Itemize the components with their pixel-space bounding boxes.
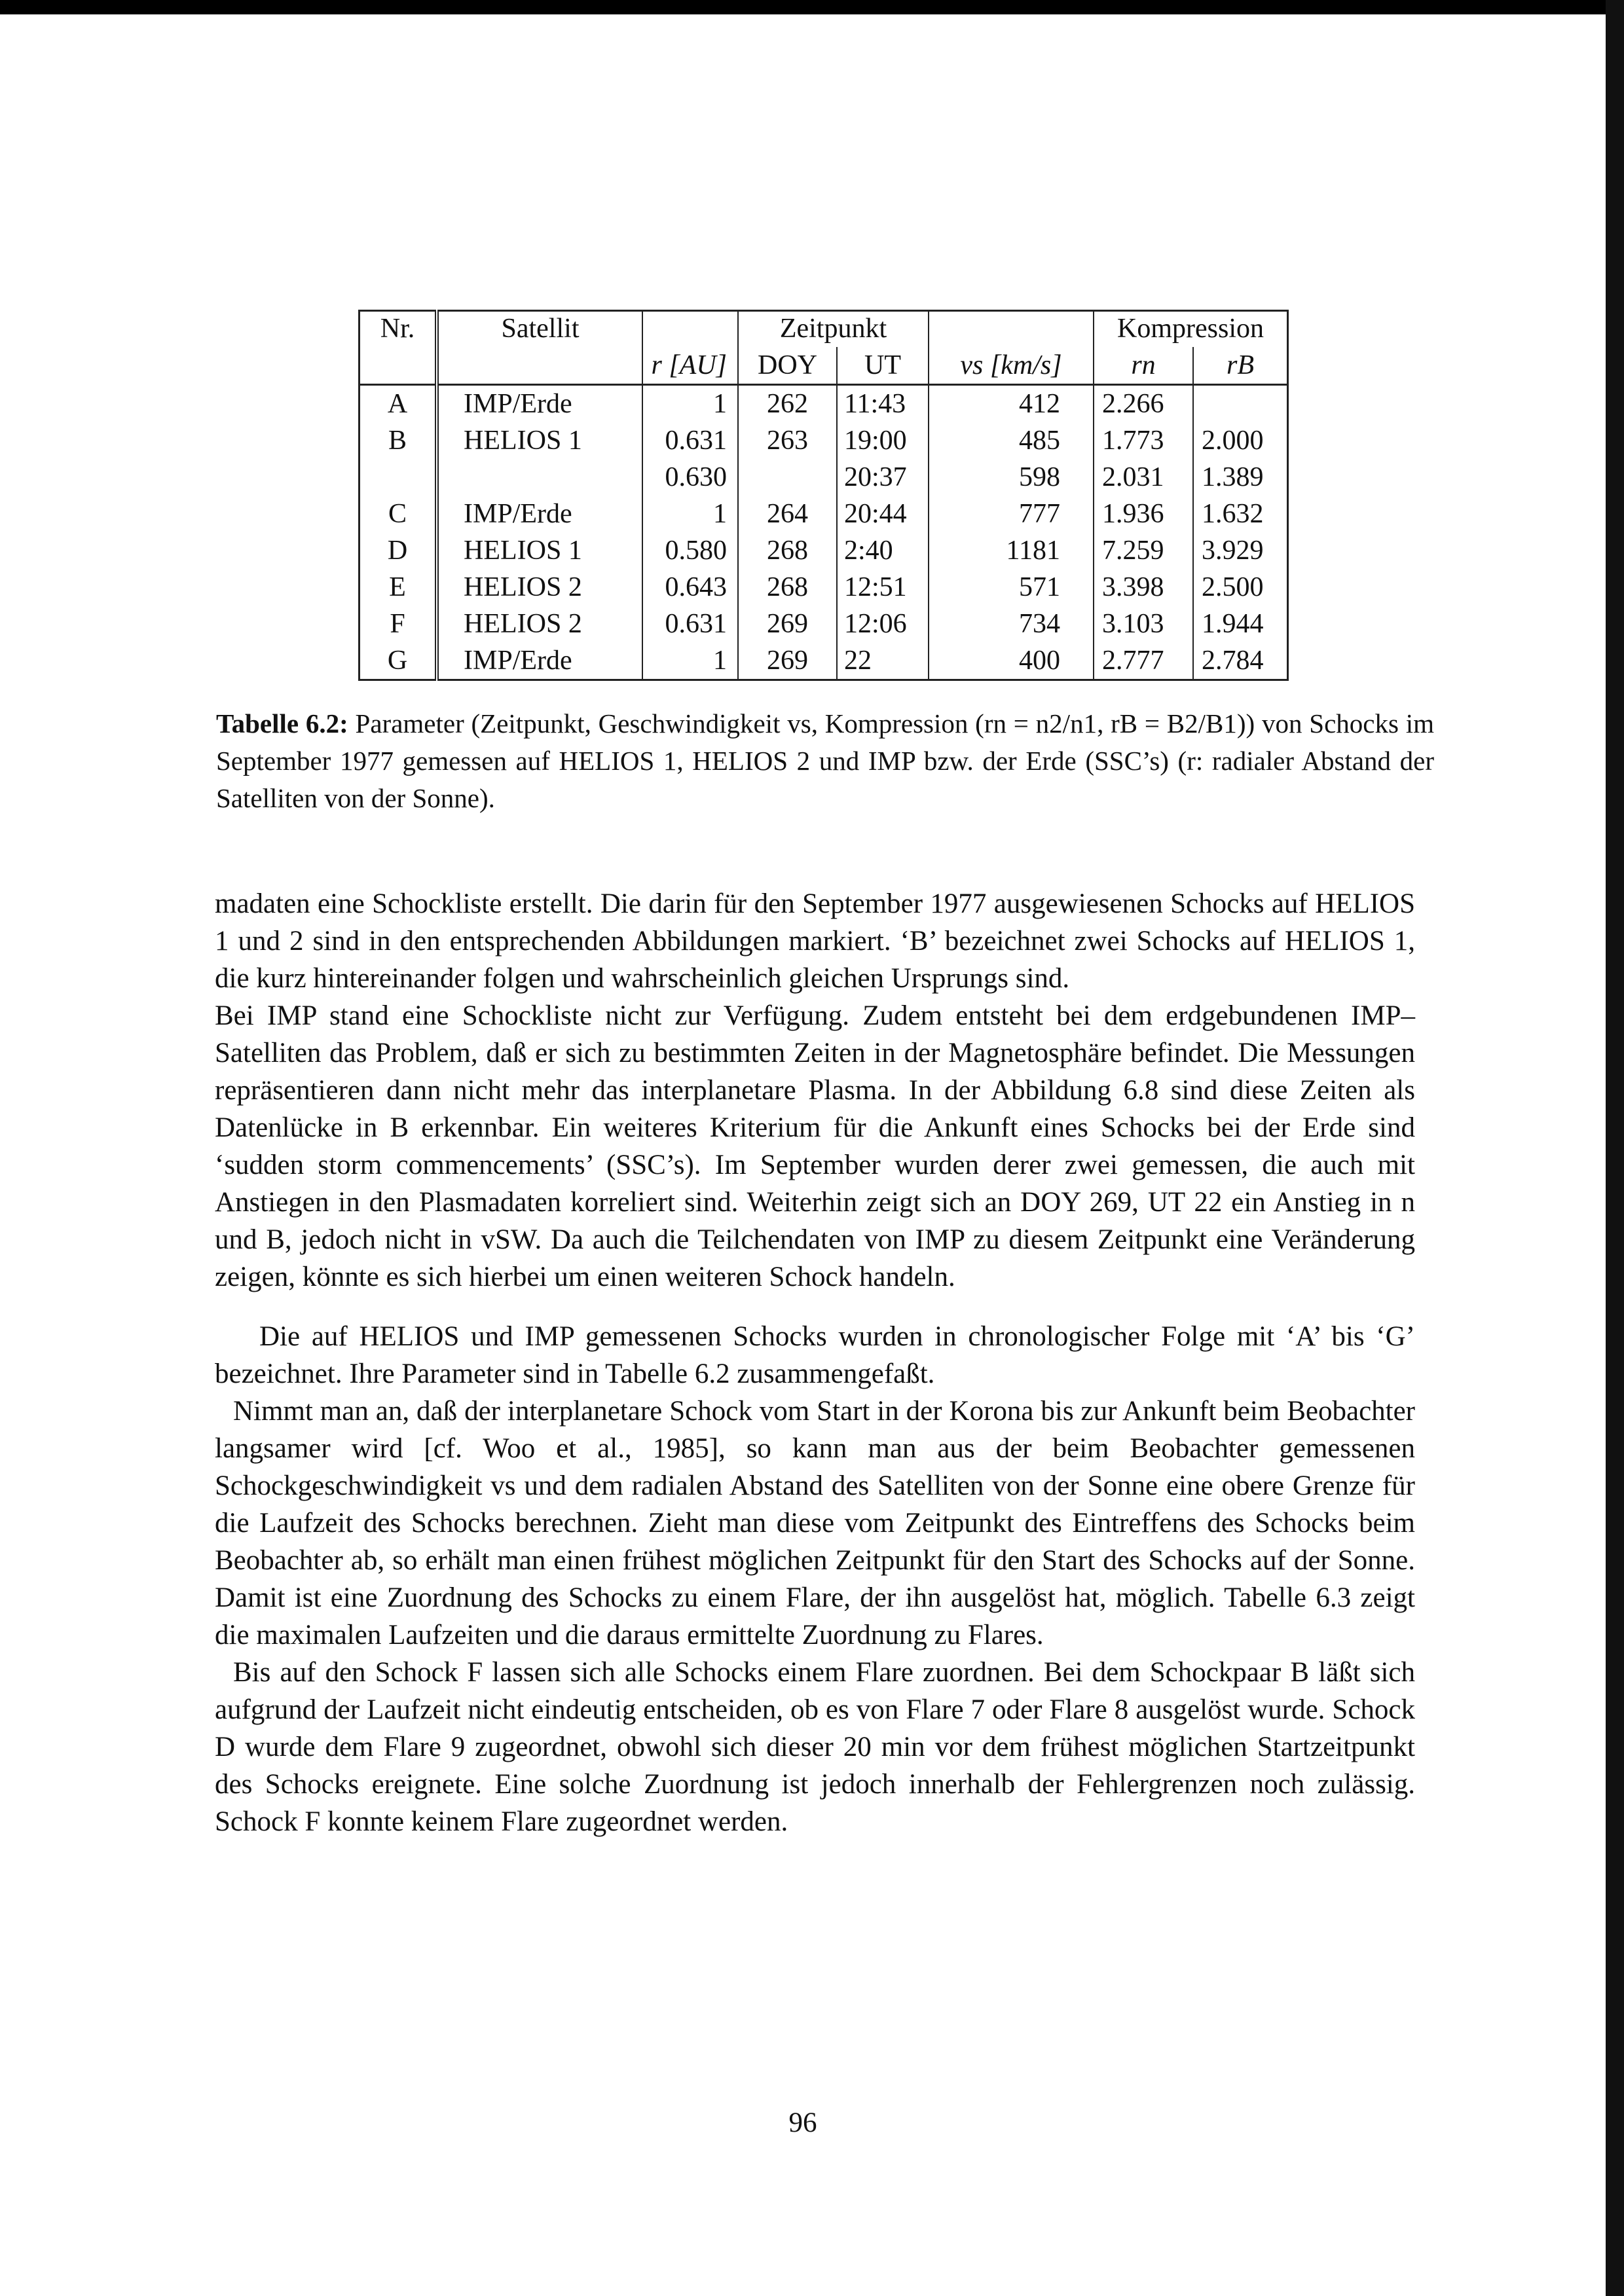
- cell-r: 0.631: [642, 422, 738, 459]
- header-r: r [AU]: [642, 347, 738, 385]
- header-rn: rn: [1094, 347, 1193, 385]
- page-number: 96: [788, 2107, 817, 2138]
- header-r-empty: [642, 311, 738, 348]
- cell-nr: B: [360, 422, 437, 459]
- cell-rn: 3.103: [1094, 606, 1193, 642]
- cell-doy: 263: [738, 422, 837, 459]
- cell-ut: 2:40: [837, 532, 929, 569]
- cell-doy: 268: [738, 532, 837, 569]
- parameter-table: [358, 310, 1289, 681]
- table-subheader-row: [360, 347, 1288, 385]
- cell-sat: HELIOS 1: [437, 532, 642, 569]
- cell-r: 0.631: [642, 606, 738, 642]
- cell-ut: 20:44: [837, 496, 929, 532]
- cell-r: 0.580: [642, 532, 738, 569]
- caption-label: Tabelle 6.2:: [216, 708, 348, 738]
- cell-ut: 12:51: [837, 569, 929, 606]
- cell-doy: 269: [738, 642, 837, 680]
- cell-sat: HELIOS 1: [437, 422, 642, 459]
- cell-ut: 20:37: [837, 459, 929, 496]
- cell-doy: 264: [738, 496, 837, 532]
- cell-vs: 571: [929, 569, 1094, 606]
- cell-vs: 598: [929, 459, 1094, 496]
- cell-nr: A: [360, 385, 437, 423]
- cell-rn: 1.936: [1094, 496, 1193, 532]
- table-row: [360, 642, 1288, 680]
- paragraph-2: Bei IMP stand eine Schockliste nicht zur Verfügung. Zudem entsteht bei dem erdgebundenen IMP–Satelliten das Problem, daß er sich zu bestimmten Zeiten in der Magnetosphäre befindet. Die Messungen repräsentieren dann nicht mehr das interplanetare Plasma. In der Abbildung 6.8 sind diese Zeiten als Datenlücke in B erkennbar. Ein weiteres Kriterium für die Ankunft eines Schocks bei der Erde sind ‘sudden storm commencements’ (SSC’s). Im September wurden derer zwei gemessen, die auch mit Anstiegen in den Plasmadaten korreliert sind. Weiterhin zeigt sich an DOY 269, UT 22 ein Anstieg in n und B, jedoch nicht in vSW. Da auch die Teilchendaten von IMP zu diesem Zeitpunkt eine Veränderung zeigen, könnte es sich hierbei um einen weiteren Schock handeln.: [215, 1000, 1415, 1292]
- cell-rn: 7.259: [1094, 532, 1193, 569]
- caption-text: Parameter (Zeitpunkt, Geschwindigkeit vs, Kompression (rn = n2/n1, rB = B2/B1)) von Schocks im September 1977 gemessen auf HELIOS 1, HELIOS 2 und IMP bzw. der Erde (SSC’s) (r: radialer Abstand der Satelliten von der Sonne).: [216, 708, 1435, 813]
- table-row: [360, 385, 1288, 423]
- header-rb: rB: [1193, 347, 1288, 385]
- cell-doy: 262: [738, 385, 837, 423]
- cell-rn: 1.773: [1094, 422, 1193, 459]
- cell-rb: 2.500: [1193, 569, 1288, 606]
- header-ut: UT: [837, 347, 929, 385]
- cell-r: 1: [642, 496, 738, 532]
- body-text: [215, 885, 1415, 1840]
- cell-nr: [360, 459, 437, 496]
- cell-r: 1: [642, 642, 738, 680]
- cell-vs: 485: [929, 422, 1094, 459]
- table-row: [360, 422, 1288, 459]
- cell-rn: 2.777: [1094, 642, 1193, 680]
- table-body: [360, 385, 1288, 680]
- cell-r: 1: [642, 385, 738, 423]
- cell-nr: D: [360, 532, 437, 569]
- cell-rb: 2.784: [1193, 642, 1288, 680]
- cell-rb: 1.389: [1193, 459, 1288, 496]
- cell-r: 0.630: [642, 459, 738, 496]
- paragraph-1: madaten eine Schockliste erstellt. Die darin für den September 1977 ausgewiesenen Schocks auf HELIOS 1 und 2 sind in den entsprechenden Abbildungen markiert. ‘B’ bezeichnet zwei Schocks auf HELIOS 1, die kurz hintereinander folgen und wahrscheinlich gleichen Ursprungs sind.: [215, 888, 1415, 994]
- paragraph-3: Die auf HELIOS und IMP gemessenen Schocks wurden in chronologischer Folge mit ‘A’ bis ‘G’ bezeichnet. Ihre Parameter sind in Tabelle 6.2 zusammengefaßt.: [215, 1321, 1415, 1389]
- cell-ut: 19:00: [837, 422, 929, 459]
- paragraph-5: Bis auf den Schock F lassen sich alle Schocks einem Flare zuordnen. Bei dem Schockpaar B läßt sich aufgrund der Laufzeit nicht eindeutig entscheiden, ob es von Flare 7 oder Flare 8 ausgelöst wurde. Schock D wurde dem Flare 9 zugeordnet, obwohl sich dieser 20 min vor dem frühest möglichen Startzeitpunkt des Schocks ereignete. Eine solche Zuordnung ist jedoch innerhalb der Fehlergrenzen noch zulässig. Schock F konnte keinem Flare zugeordnet werden.: [215, 1657, 1415, 1837]
- cell-vs: 412: [929, 385, 1094, 423]
- table-header-row: [360, 311, 1288, 348]
- cell-vs: 1181: [929, 532, 1094, 569]
- cell-ut: 22: [837, 642, 929, 680]
- header-zeitpunkt: Zeitpunkt: [738, 311, 929, 348]
- cell-rn: 2.031: [1094, 459, 1193, 496]
- table-row: [360, 496, 1288, 532]
- cell-vs: 400: [929, 642, 1094, 680]
- cell-rb: 1.632: [1193, 496, 1288, 532]
- cell-sat: HELIOS 2: [437, 606, 642, 642]
- cell-vs: 777: [929, 496, 1094, 532]
- cell-sat: IMP/Erde: [437, 496, 642, 532]
- table-row: [360, 606, 1288, 642]
- cell-doy: [738, 459, 837, 496]
- cell-nr: C: [360, 496, 437, 532]
- header-nr: Nr.: [360, 311, 437, 348]
- scan-border: [1606, 0, 1624, 2296]
- cell-nr: F: [360, 606, 437, 642]
- cell-nr: E: [360, 569, 437, 606]
- cell-rb: 2.000: [1193, 422, 1288, 459]
- cell-sat: HELIOS 2: [437, 569, 642, 606]
- cell-r: 0.643: [642, 569, 738, 606]
- paragraph-4: Nimmt man an, daß der interplanetare Schock vom Start in der Korona bis zur Ankunft beim Beobachter langsamer wird [cf. Woo et al., 1985], so kann man aus der beim Beobachter gemessenen Schockgeschwindigkeit vs und dem radialen Abstand des Satelliten von der Sonne eine obere Grenze für die Laufzeit des Schocks berechnen. Zieht man diese vom Zeitpunkt des Eintreffens des Schocks beim Beobachter ab, so erhält man einen frühest möglichen Zeitpunkt für den Start des Schocks auf der Sonne. Damit ist eine Zuordnung des Schocks zu einem Flare, der ihn ausgelöst hat, möglich. Tabelle 6.3 zeigt die maximalen Laufzeiten und die daraus ermittelte Zuordnung zu Flares.: [215, 1396, 1415, 1650]
- header-vs-empty: [929, 311, 1094, 348]
- cell-vs: 734: [929, 606, 1094, 642]
- table-row: [360, 569, 1288, 606]
- table-row: [360, 459, 1288, 496]
- header-doy: DOY: [738, 347, 837, 385]
- table-row: [360, 532, 1288, 569]
- cell-rb: [1193, 385, 1288, 423]
- cell-sat: IMP/Erde: [437, 385, 642, 423]
- cell-ut: 12:06: [837, 606, 929, 642]
- cell-doy: 268: [738, 569, 837, 606]
- cell-rn: 3.398: [1094, 569, 1193, 606]
- cell-ut: 11:43: [837, 385, 929, 423]
- header-kompression: Kompression: [1094, 311, 1288, 348]
- cell-sat: IMP/Erde: [437, 642, 642, 680]
- cell-rn: 2.266: [1094, 385, 1193, 423]
- cell-rb: 3.929: [1193, 532, 1288, 569]
- header-satellit: Satellit: [437, 311, 642, 348]
- document-page: [0, 14, 1606, 2296]
- cell-nr: G: [360, 642, 437, 680]
- header-vs: vs [km/s]: [929, 347, 1094, 385]
- cell-rb: 1.944: [1193, 606, 1288, 642]
- cell-sat: [437, 459, 642, 496]
- cell-doy: 269: [738, 606, 837, 642]
- table-caption: [216, 705, 1434, 817]
